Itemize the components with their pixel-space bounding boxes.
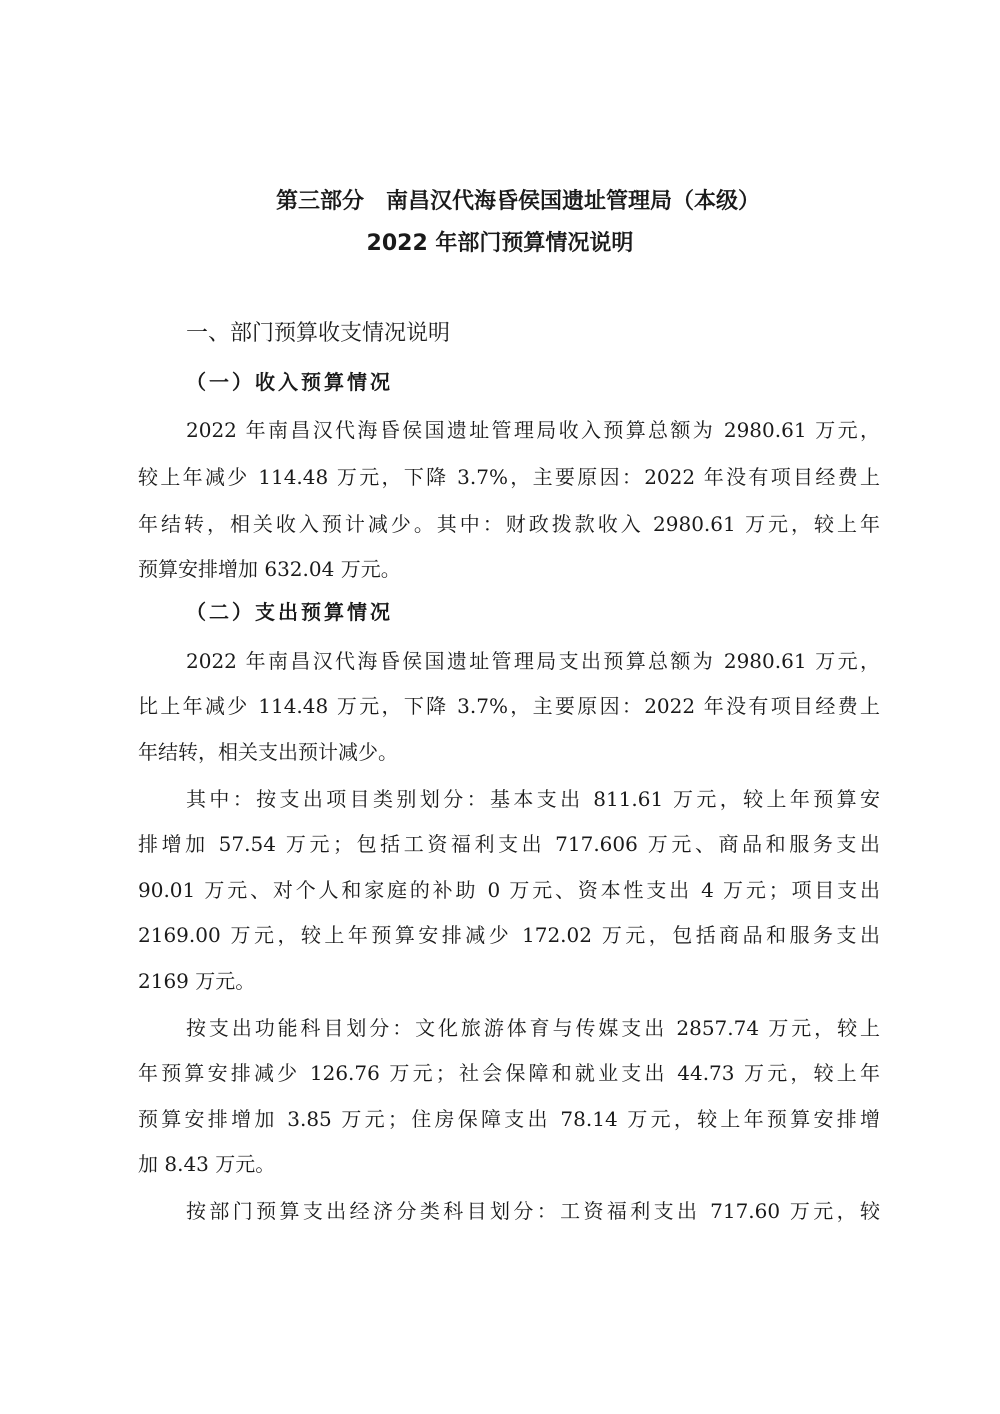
paragraph-line: 按支出功能科目划分：文化旅游体育与传媒支出 2857.74 万元，较上 xyxy=(186,1016,880,1040)
paragraph-line: 年预算安排减少 126.76 万元；社会保障和就业支出 44.73 万元，较上年 xyxy=(138,1061,880,1085)
document-title-line-1: 第三部分 南昌汉代海昏侯国遗址管理局（本级） xyxy=(275,189,760,214)
paragraph-line: 预算安排增加 632.04 万元。 xyxy=(138,557,401,581)
paragraph-line: 2169 万元。 xyxy=(138,969,256,993)
paragraph-line: 比上年减少 114.48 万元，下降 3.7%，主要原因：2022 年没有项目经费上 xyxy=(138,694,880,718)
paragraph-line: 年结转，相关收入预计减少。其中：财政拨款收入 2980.61 万元，较上年 xyxy=(138,512,880,536)
paragraph-line: 较上年减少 114.48 万元，下降 3.7%，主要原因：2022 年没有项目经费上 xyxy=(138,465,880,489)
paragraph-line: 90.01 万元、对个人和家庭的补助 0 万元、资本性支出 4 万元；项目支出 xyxy=(138,878,880,902)
paragraph-line: 2169.00 万元，较上年预算安排减少 172.02 万元，包括商品和服务支出 xyxy=(138,923,880,947)
subsection-heading-expenditure: （二）支出预算情况 xyxy=(186,600,393,624)
paragraph-line: 其中：按支出项目类别划分：基本支出 811.61 万元，较上年预算安 xyxy=(186,787,880,811)
subsection-heading-income: （一）收入预算情况 xyxy=(186,370,393,394)
paragraph-line: 加 8.43 万元。 xyxy=(138,1152,276,1176)
paragraph-line: 2022 年南昌汉代海昏侯国遗址管理局收入预算总额为 2980.61 万元， xyxy=(186,418,880,442)
paragraph-line: 年结转，相关支出预计减少。 xyxy=(138,740,398,764)
paragraph-line: 排增加 57.54 万元；包括工资福利支出 717.606 万元、商品和服务支出 xyxy=(138,832,880,856)
paragraph-line: 按部门预算支出经济分类科目划分：工资福利支出 717.60 万元，较 xyxy=(186,1199,880,1223)
paragraph-line: 2022 年南昌汉代海昏侯国遗址管理局支出预算总额为 2980.61 万元， xyxy=(186,649,880,673)
paragraph-line: 预算安排增加 3.85 万元；住房保障支出 78.14 万元，较上年预算安排增 xyxy=(138,1107,880,1131)
document-title-line-2: 2022 年部门预算情况说明 xyxy=(366,231,634,256)
section-heading-budget-overview: 一、部门预算收支情况说明 xyxy=(186,321,451,346)
